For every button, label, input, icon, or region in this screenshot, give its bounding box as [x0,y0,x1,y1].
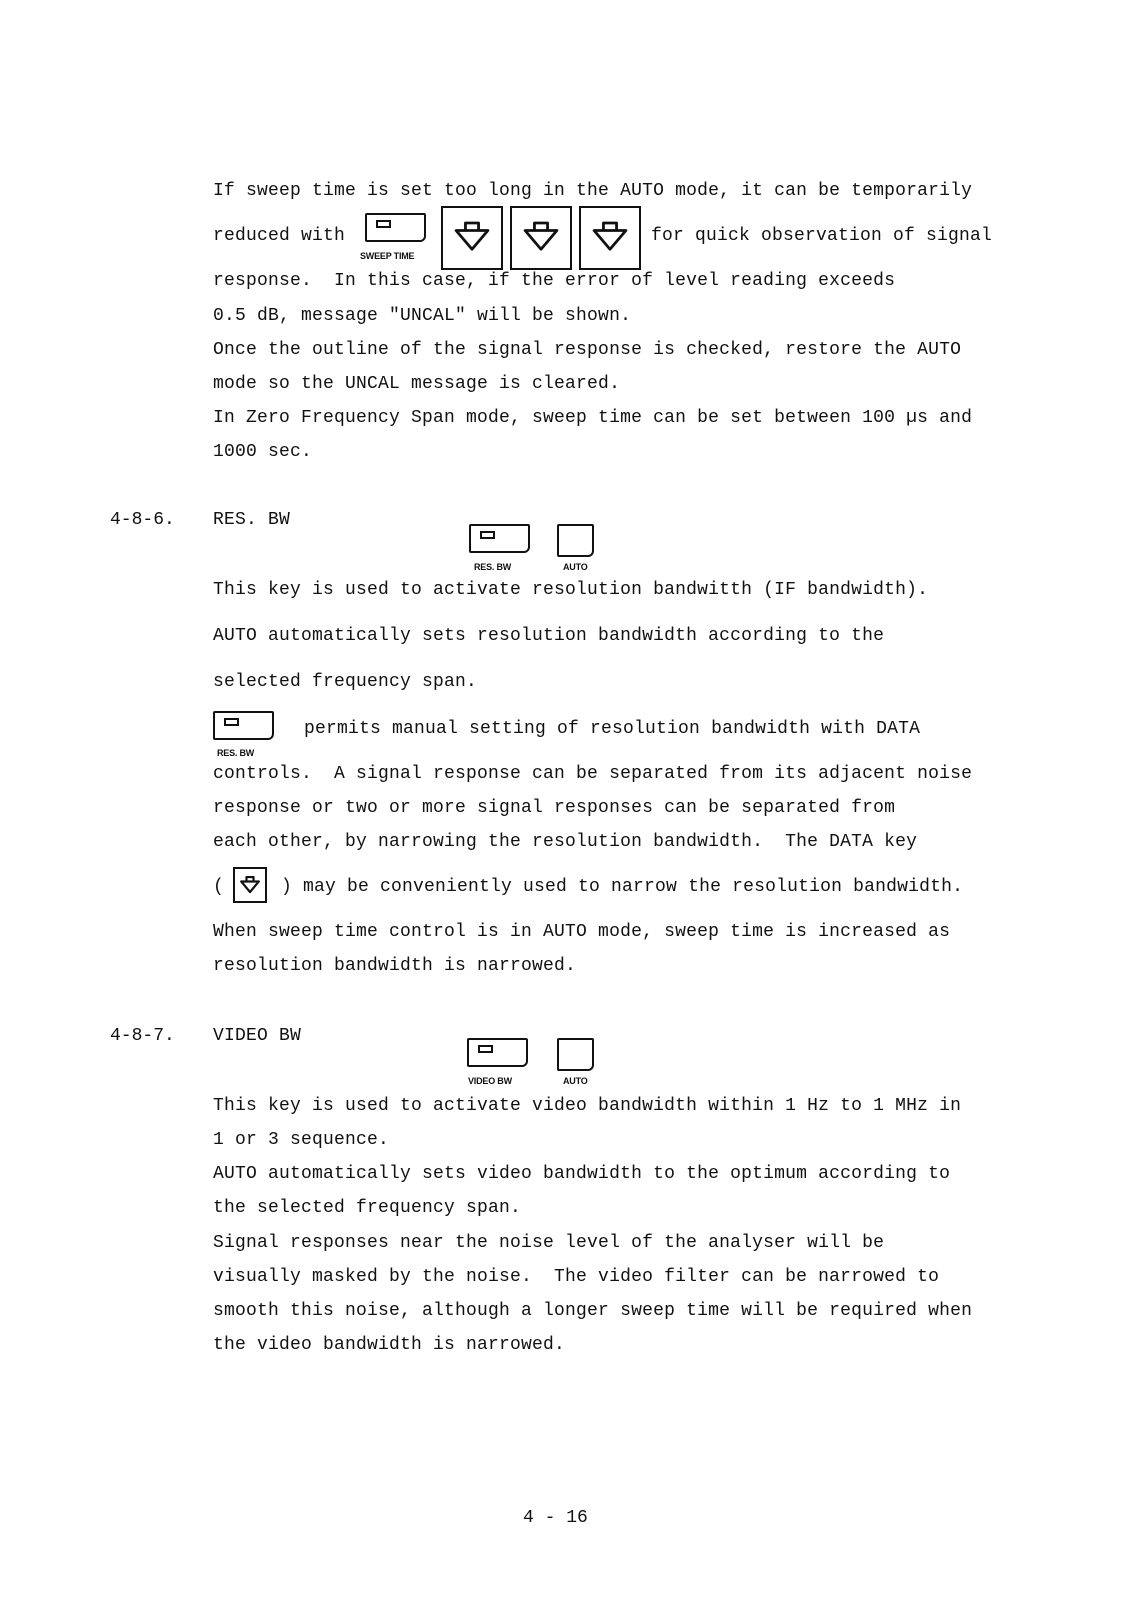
text-line: visually masked by the noise. The video filter can be narrowed to [213,1267,940,1287]
video-bw-key-label: VIDEO BW [468,1076,512,1086]
auto-key-label: AUTO [563,1076,588,1086]
text-line: 1 or 3 sequence. [213,1130,390,1150]
section-title: RES. BW [213,510,291,530]
text-line: Once the outline of the signal response is checked, restore the AUTO [213,340,962,360]
text-line: Signal responses near the noise level of the analyser will be [213,1233,885,1253]
text-line: 1000 sec. [213,442,313,462]
res-bw-inline-label: RES. BW [217,748,255,758]
text-line: If sweep time is set too long in the AUTO mode, it can be temporarily [213,181,973,201]
text-line: for quick observation of signal [651,226,993,246]
page-number: 4 - 16 [523,1508,588,1528]
text-line: controls. A signal response can be separated from its adjacent noise [213,764,973,784]
section-number: 4-8-7. [110,1026,175,1046]
auto-key [557,524,594,557]
down-arrow-key-icon [579,206,641,270]
text-line: This key is used to activate video bandwidth within 1 Hz to 1 MHz in [213,1096,962,1116]
text-line: When sweep time control is in AUTO mode, sweep time is increased as [213,922,951,942]
down-arrow-key-icon [441,206,503,270]
down-arrow-key-icon [510,206,572,270]
text-paren: ( [213,877,225,897]
sweep-time-key-label: SWEEP TIME [360,251,415,261]
text-line: ) may be conveniently used to narrow the resolution bandwidth. [281,877,964,897]
text-line: the video bandwidth is narrowed. [213,1335,566,1355]
down-arrow-key-icon [233,867,267,903]
text-line: selected frequency span. [213,672,478,692]
section-title: VIDEO BW [213,1026,302,1046]
sweep-time-key [365,213,426,242]
text-line: smooth this noise, although a longer sweep time will be required when [213,1301,973,1321]
text-line: the selected frequency span. [213,1198,522,1218]
section-number: 4-8-6. [110,510,175,530]
text-line: AUTO automatically sets video bandwidth to the optimum according to [213,1164,951,1184]
auto-key-label: AUTO [563,562,588,572]
res-bw-key-label: RES. BW [474,562,512,572]
text-line: response or two or more signal responses can be separated from [213,798,896,818]
text-line: response. In this case, if the error of level reading exceeds [213,271,896,291]
text-line: 0.5 dB, message "UNCAL" will be shown. [213,306,632,326]
text-line: reduced with [213,226,346,246]
text-line: This key is used to activate resolution bandwitth (IF bandwidth). [213,580,929,600]
text-line: mode so the UNCAL message is cleared. [213,374,621,394]
auto-key [557,1038,594,1071]
text-line: permits manual setting of resolution bandwidth with DATA [304,719,921,739]
text-line: resolution bandwidth is narrowed. [213,956,577,976]
text-line: In Zero Frequency Span mode, sweep time can be set between 100 µs and [213,408,973,428]
text-line: AUTO automatically sets resolution bandwidth according to the [213,626,885,646]
res-bw-key-inline [213,711,274,740]
video-bw-key [467,1038,528,1067]
res-bw-key [469,524,530,553]
text-line: each other, by narrowing the resolution bandwidth. The DATA key [213,832,918,852]
